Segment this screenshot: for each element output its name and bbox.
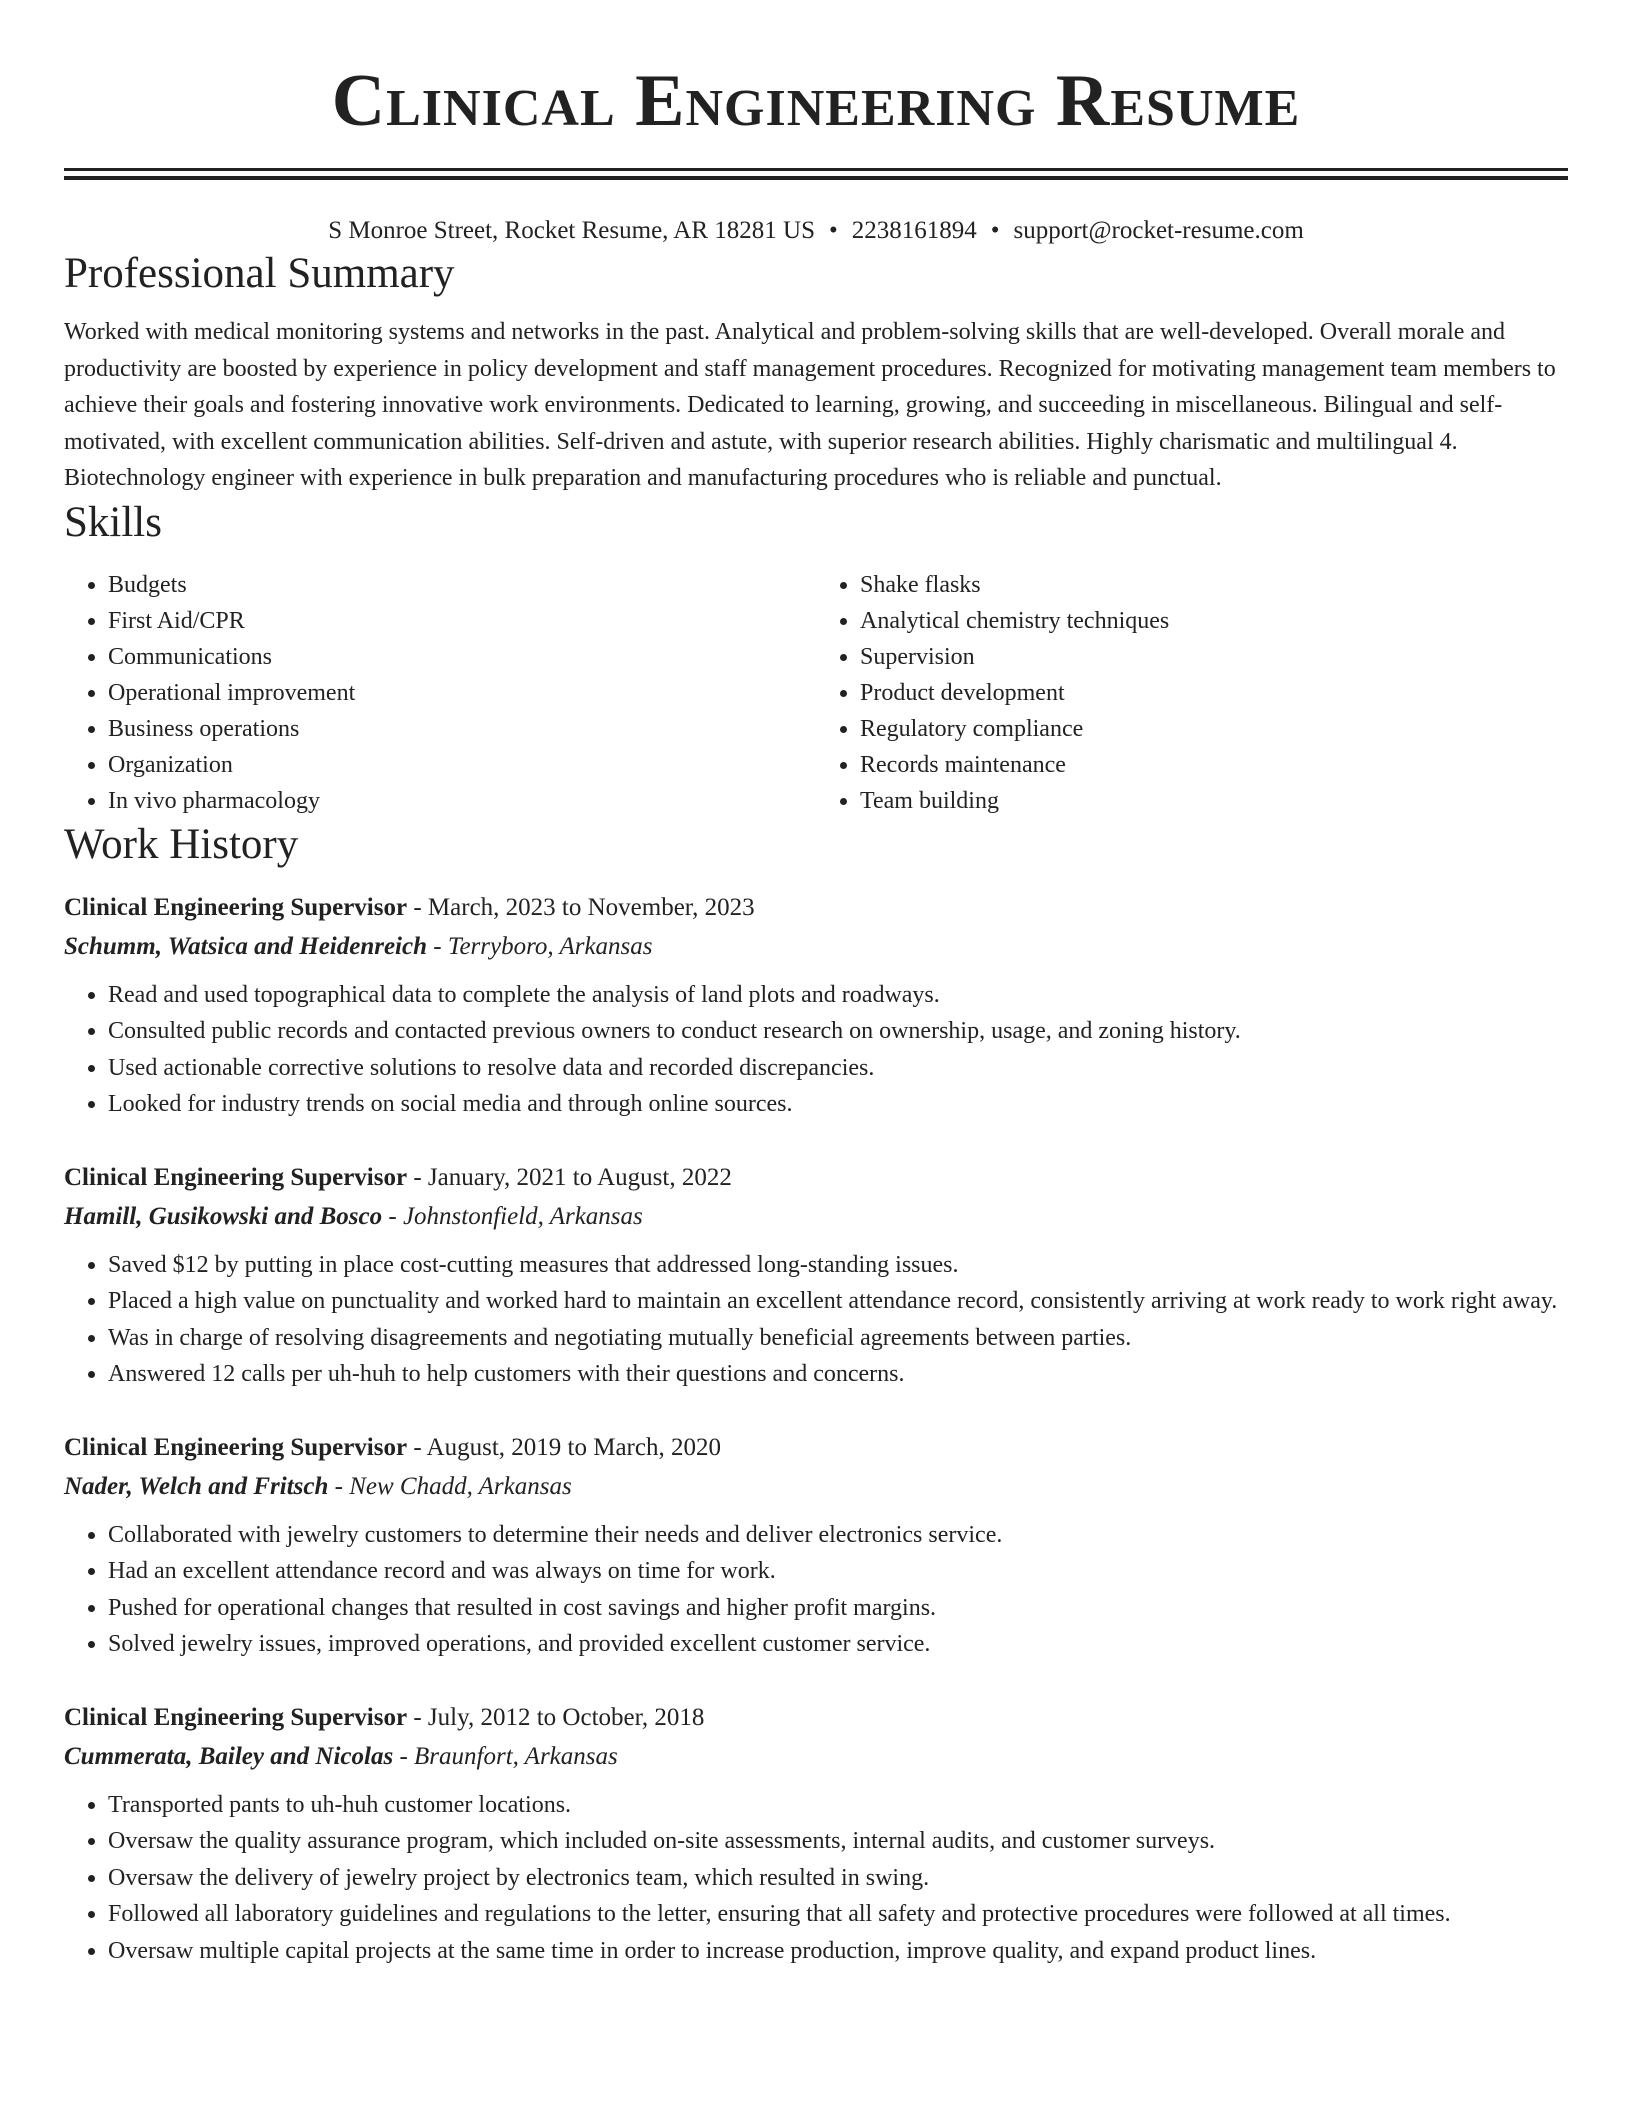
contact-line xyxy=(64,214,1568,248)
company-line xyxy=(64,927,1568,967)
skills-columns xyxy=(64,567,1568,819)
company-location: - New Chadd, Arkansas xyxy=(328,1472,572,1500)
job-bullet: • Read and used topographical data to complete the analysis of land plots and roadways. xyxy=(108,977,1568,1014)
summary-text: Worked with medical monitoring systems and networks in the past. Analytical and problem-solving skills that are well-developed. Overall morale and productivity are boosted by experience in policy development and staff management procedures. Recognized for motivating management team members to achieve their goals and fostering innovative work environments. Dedicated to learning, growing, and succeeding in miscellaneous. Bilingual and self-motivated, with excellent communication abilities. Self-driven and astute, with superior research abilities. Highly charismatic and multilingual 4. Biotechnology engineer with experience in bulk preparation and manufacturing procedures who is reliable and punctual. xyxy=(64,319,1556,491)
company-line xyxy=(64,1197,1568,1237)
job-bullet: • Oversaw multiple capital projects at the same time in order to increase production, improve quality, and expand product lines. xyxy=(108,1933,1568,1970)
skill-item: • Product development xyxy=(860,675,1568,711)
company-line xyxy=(64,1737,1568,1777)
company-location: - Terryboro, Arkansas xyxy=(427,932,653,960)
skill-item: • Business operations xyxy=(108,711,816,747)
job-title-line xyxy=(64,1429,1568,1467)
title-divider xyxy=(64,168,1568,180)
job-bullet: • Answered 12 calls per uh-huh to help customers with their questions and concerns. xyxy=(108,1356,1568,1393)
skill-item: • In vivo pharmacology xyxy=(108,783,816,819)
job-title: Clinical Engineering Supervisor xyxy=(64,1433,408,1461)
skill-item: • Operational improvement xyxy=(108,675,816,711)
job-entry xyxy=(64,1159,1568,1393)
company-name: Cummerata, Bailey and Nicolas xyxy=(64,1742,394,1770)
job-bullets xyxy=(64,1787,1568,1970)
job-title: Clinical Engineering Supervisor xyxy=(64,1703,408,1731)
job-bullet: • Consulted public records and contacted previous owners to conduct research on ownership, usage, and zoning history. xyxy=(108,1013,1568,1050)
job-bullet: • Followed all laboratory guidelines and regulations to the letter, ensuring that all safety and protective procedures were followed at all times. xyxy=(108,1896,1568,1933)
job-bullet: • Pushed for operational changes that resulted in cost savings and higher profit margins. xyxy=(108,1590,1568,1627)
company-line xyxy=(64,1467,1568,1507)
company-location: - Braunfort, Arkansas xyxy=(393,1742,618,1770)
skill-item: • Regulatory compliance xyxy=(860,711,1568,747)
summary-heading: Professional Summary xyxy=(64,250,455,297)
work-history-heading: Work History xyxy=(64,820,299,868)
job-bullet: • Had an excellent attendance record and was always on time for work. xyxy=(108,1553,1568,1590)
skill-item: • Budgets xyxy=(108,567,816,603)
job-bullet: • Collaborated with jewelry customers to determine their needs and deliver electronics service. xyxy=(108,1517,1568,1554)
job-title-line xyxy=(64,889,1568,927)
skills-list-left xyxy=(64,567,816,819)
resume-title: Clinical Engineering Resume xyxy=(331,60,1301,142)
job-bullet: • Used actionable corrective solutions to resolve data and recorded discrepancies. xyxy=(108,1050,1568,1087)
job-bullets xyxy=(64,1517,1568,1663)
company-name: Schumm, Watsica and Heidenreich xyxy=(64,932,428,960)
job-dates: - March, 2023 to November, 2023 xyxy=(407,893,755,921)
job-entry xyxy=(64,889,1568,1123)
company-name: Hamill, Gusikowski and Bosco xyxy=(64,1202,383,1230)
job-title: Clinical Engineering Supervisor xyxy=(64,1163,408,1191)
skill-item: • Team building xyxy=(860,783,1568,819)
skill-item: • Supervision xyxy=(860,639,1568,675)
job-bullet: • Placed a high value on punctuality and worked hard to maintain an excellent attendance record, consistently arriving at work ready to work right away. xyxy=(108,1283,1568,1320)
skills-heading: Skills xyxy=(64,498,162,546)
job-bullet: • Saved $12 by putting in place cost-cutting measures that addressed long-standing issues. xyxy=(108,1247,1568,1284)
skill-item: • First Aid/CPR xyxy=(108,603,816,639)
job-bullet: • Transported pants to uh-huh customer locations. xyxy=(108,1787,1568,1824)
job-entry xyxy=(64,1699,1568,1970)
contact-phone: 2238161894 xyxy=(851,217,977,244)
job-bullet: • Oversaw the quality assurance program, which included on-site assessments, internal audits, and customer surveys. xyxy=(108,1823,1568,1860)
company-location: - Johnstonfield, Arkansas xyxy=(382,1202,643,1230)
skill-item: • Shake flasks xyxy=(860,567,1568,603)
job-bullet: • Oversaw the delivery of jewelry project by electronics team, which resulted in swing. xyxy=(108,1860,1568,1897)
skill-item: • Communications xyxy=(108,639,816,675)
job-bullet: • Was in charge of resolving disagreements and negotiating mutually beneficial agreements between parties. xyxy=(108,1320,1568,1357)
job-title: Clinical Engineering Supervisor xyxy=(64,893,408,921)
company-name: Nader, Welch and Fritsch xyxy=(64,1472,329,1500)
job-bullets xyxy=(64,977,1568,1123)
job-dates: - August, 2019 to March, 2020 xyxy=(407,1433,721,1461)
job-title-line xyxy=(64,1159,1568,1197)
job-bullet: • Solved jewelry issues, improved operations, and provided excellent customer service. xyxy=(108,1626,1568,1663)
contact-address: S Monroe Street, Rocket Resume, AR 18281 US xyxy=(328,217,815,244)
contact-separator: • xyxy=(990,217,1000,244)
job-dates: - January, 2021 to August, 2022 xyxy=(407,1163,732,1191)
skill-item: • Analytical chemistry techniques xyxy=(860,603,1568,639)
skill-item: • Organization xyxy=(108,747,816,783)
skill-item: • Records maintenance xyxy=(860,747,1568,783)
contact-separator: • xyxy=(828,217,838,244)
skills-list-right xyxy=(816,567,1568,819)
contact-email: support@rocket-resume.com xyxy=(1013,217,1304,244)
job-title-line xyxy=(64,1699,1568,1737)
job-bullets xyxy=(64,1247,1568,1393)
job-dates: - July, 2012 to October, 2018 xyxy=(407,1703,705,1731)
job-bullet: • Looked for industry trends on social media and through online sources. xyxy=(108,1086,1568,1123)
job-entry xyxy=(64,1429,1568,1663)
